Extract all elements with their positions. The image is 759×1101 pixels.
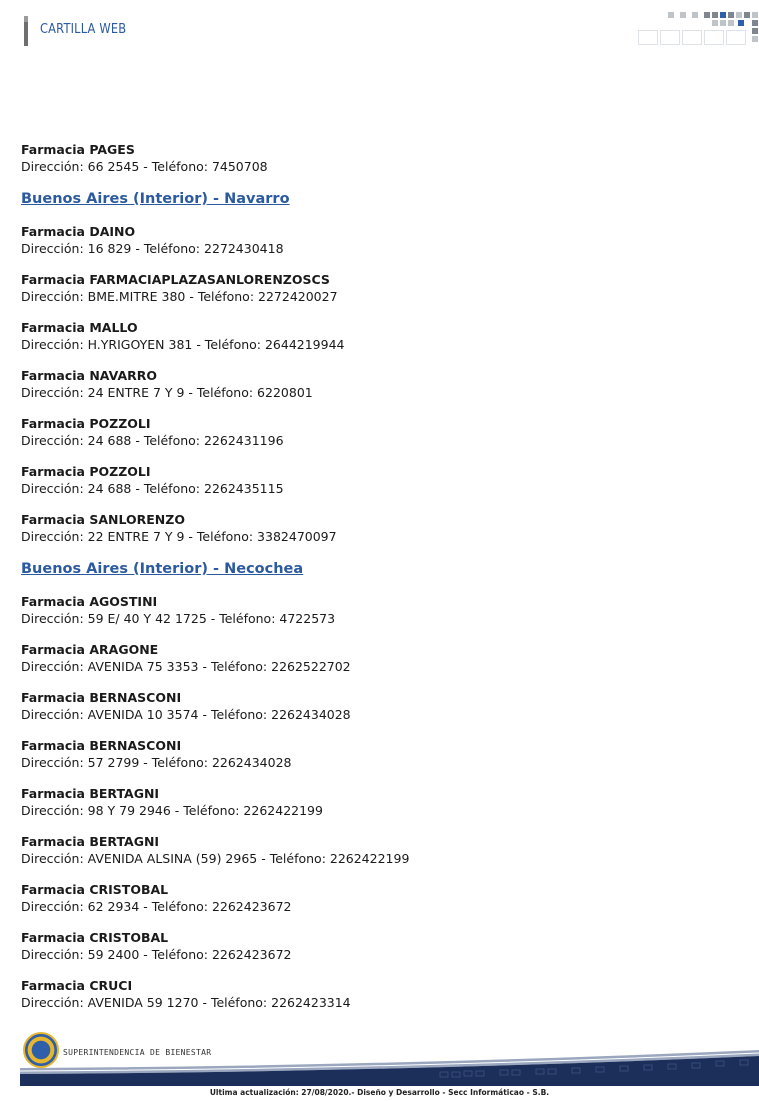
pharmacy-name: Farmacia AGOSTINI xyxy=(21,594,158,609)
section-necochea-entries xyxy=(21,593,741,1011)
pharmacy-detail: Dirección: 57 2799 - Teléfono: 2262434028 xyxy=(21,755,292,770)
pharmacy-detail: Dirección: AVENIDA ALSINA (59) 2965 - Teléfono: 2262422199 xyxy=(21,851,410,866)
pharmacy-detail: Dirección: 24 688 - Teléfono: 2262435115 xyxy=(21,481,284,496)
list-item xyxy=(21,415,741,449)
section-navarro-entries xyxy=(21,223,741,545)
pharmacy-listing xyxy=(21,141,741,1025)
pharmacy-detail: Dirección: 59 E/ 40 Y 42 1725 - Teléfono: 4722573 xyxy=(21,611,336,626)
list-item xyxy=(21,689,741,723)
list-item xyxy=(21,511,741,545)
list-item xyxy=(21,641,741,675)
pharmacy-detail: Dirección: 59 2400 - Teléfono: 2262423672 xyxy=(21,947,292,962)
header-title: CARTILLA WEB xyxy=(40,22,127,37)
pharmacy-name: Farmacia BERTAGNI xyxy=(21,834,160,849)
list-item xyxy=(21,977,741,1011)
pharmacy-name: Farmacia BERNASCONI xyxy=(21,690,182,705)
list-item xyxy=(21,881,741,915)
section-heading-navarro[interactable]: Buenos Aires (Interior) - Navarro xyxy=(21,191,290,207)
pharmacy-name: Farmacia SANLORENZO xyxy=(21,512,185,527)
section-heading-necochea[interactable]: Buenos Aires (Interior) - Necochea xyxy=(21,561,304,577)
list-item xyxy=(21,785,741,819)
list-item xyxy=(21,463,741,497)
list-item xyxy=(21,271,741,305)
footer-wave-icon xyxy=(20,1038,759,1088)
pharmacy-name: Farmacia NAVARRO xyxy=(21,368,158,383)
pharmacy-detail: Dirección: BME.MITRE 380 - Teléfono: 2272420027 xyxy=(21,289,338,304)
pharmacy-name: Farmacia MALLO xyxy=(21,320,138,335)
squares-pattern-icon xyxy=(638,12,759,48)
pharmacy-name: Farmacia CRUCI xyxy=(21,978,133,993)
seal-icon xyxy=(23,1032,59,1068)
pharmacy-detail: Dirección: 66 2545 - Teléfono: 7450708 xyxy=(21,159,268,174)
organization-name: SUPERINTENDENCIA DE BIENESTAR xyxy=(63,1048,212,1057)
list-item xyxy=(21,223,741,257)
pharmacy-name: Farmacia POZZOLI xyxy=(21,464,151,479)
pharmacy-detail: Dirección: 22 ENTRE 7 Y 9 - Teléfono: 3382470097 xyxy=(21,529,337,544)
pharmacy-detail: Dirección: 24 688 - Teléfono: 2262431196 xyxy=(21,433,284,448)
pharmacy-detail: Dirección: AVENIDA 75 3353 - Teléfono: 2262522702 xyxy=(21,659,351,674)
pharmacy-detail: Dirección: H.YRIGOYEN 381 - Teléfono: 2644219944 xyxy=(21,337,345,352)
list-item xyxy=(21,833,741,867)
last-updated-text: Ultima actualización: 27/08/2020.- Diseño y Desarrollo - Secc Informáticao - S.B. xyxy=(209,1088,550,1097)
list-item xyxy=(21,737,741,771)
list-item xyxy=(21,141,741,175)
pharmacy-name: Farmacia DAINO xyxy=(21,224,136,239)
pharmacy-name: Farmacia FARMACIAPLAZASANLORENZOSCS xyxy=(21,272,330,287)
pharmacy-name: Farmacia ARAGONE xyxy=(21,642,159,657)
pharmacy-detail: Dirección: AVENIDA 10 3574 - Teléfono: 2262434028 xyxy=(21,707,351,722)
list-item xyxy=(21,593,741,627)
pharmacy-detail: Dirección: 62 2934 - Teléfono: 2262423672 xyxy=(21,899,292,914)
pharmacy-detail: Dirección: 24 ENTRE 7 Y 9 - Teléfono: 6220801 xyxy=(21,385,313,400)
pharmacy-name: Farmacia CRISTOBAL xyxy=(21,930,169,945)
list-item xyxy=(21,929,741,963)
pharmacy-detail: Dirección: AVENIDA 59 1270 - Teléfono: 2262423314 xyxy=(21,995,351,1010)
pharmacy-name: Farmacia BERTAGNI xyxy=(21,786,160,801)
pharmacy-name: Farmacia POZZOLI xyxy=(21,416,151,431)
pharmacy-name: Farmacia CRISTOBAL xyxy=(21,882,169,897)
page-footer xyxy=(0,1026,759,1101)
page-header xyxy=(0,0,759,60)
list-item xyxy=(21,319,741,353)
pharmacy-detail: Dirección: 98 Y 79 2946 - Teléfono: 2262422199 xyxy=(21,803,323,818)
list-item xyxy=(21,367,741,401)
pharmacy-detail: Dirección: 16 829 - Teléfono: 2272430418 xyxy=(21,241,284,256)
header-bar-icon xyxy=(24,16,28,46)
pharmacy-name: Farmacia BERNASCONI xyxy=(21,738,182,753)
pharmacy-name: Farmacia PAGES xyxy=(21,142,135,157)
